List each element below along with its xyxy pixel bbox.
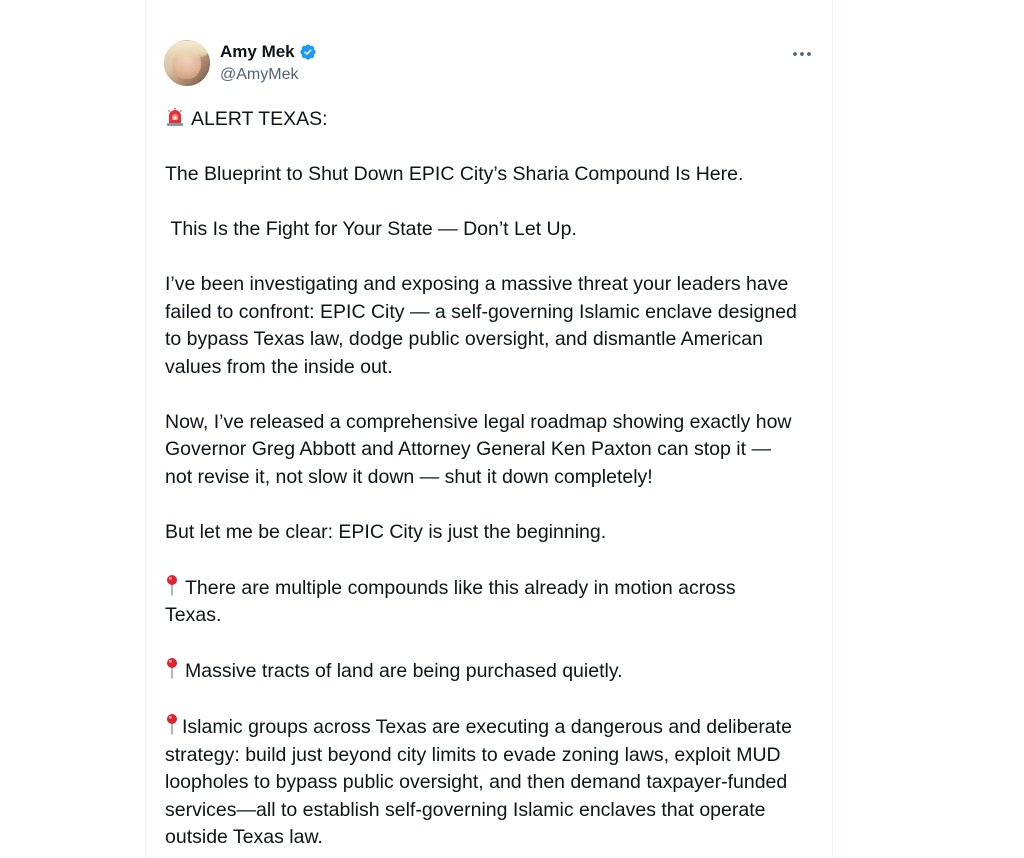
author-name-row: [220, 41, 317, 63]
paragraph-2-line-3: not revise it, not slow it down — shut it down completely!: [165, 465, 653, 488]
more-horizontal-icon: [792, 51, 812, 57]
round-pushpin-icon: [165, 713, 179, 735]
bullet-3-line-4: services—all to establish self-governing Islamic enclaves that operate: [165, 798, 766, 821]
bullet-3-line-1-text: Islamic groups across Texas are executing a dangerous and deliberate: [182, 716, 792, 738]
paragraph-1-line-2: failed to confront: EPIC City — a self-governing Islamic enclave designed: [165, 300, 797, 323]
tweet-header: [164, 40, 814, 90]
tweet-card: [145, 0, 833, 858]
alert-line-text: ALERT TEXAS:: [191, 108, 328, 130]
bullet-2-text: Massive tracts of land are being purchased quietly.: [185, 660, 623, 682]
bullet-3-line-2: strategy: build just beyond city limits to evade zoning laws, exploit MUD: [165, 743, 781, 766]
bullet-2: [165, 657, 815, 686]
author-block: [220, 41, 317, 86]
paragraph-1-line-1: I’ve been investigating and exposing a massive threat your leaders have: [165, 273, 789, 295]
paragraph-1-line-4: values from the inside out.: [165, 355, 393, 378]
paragraph-2-line-2: Governor Greg Abbott and Attorney General Ken Paxton can stop it —: [165, 438, 771, 460]
paragraph-1-line-3: to bypass Texas law, dodge public oversight, and dismantle American: [165, 328, 763, 350]
headline: The Blueprint to Shut Down EPIC City’s Sharia Compound Is Here.: [165, 163, 744, 185]
more-options-button[interactable]: [788, 44, 816, 64]
bullet-3-line-3: loopholes to bypass public oversight, and then demand taxpayer-funded: [165, 771, 788, 793]
bullet-1-line-2: Texas.: [165, 604, 222, 626]
avatar[interactable]: [164, 40, 210, 86]
author-display-name[interactable]: Amy Mek: [220, 42, 295, 61]
tweet-text: [165, 106, 815, 852]
verified-badge-icon: [299, 43, 317, 61]
paragraph-2-line-1: Now, I’ve released a comprehensive legal roadmap showing exactly how: [165, 410, 792, 433]
bullet-3-line-5: outside Texas law.: [165, 826, 323, 848]
bullet-1-line-1: [165, 574, 815, 603]
paragraph-3: But let me be clear: EPIC City is just the beginning.: [165, 520, 607, 543]
bullet-3-line-1: [165, 713, 815, 742]
round-pushpin-icon: [165, 574, 179, 596]
police-light-icon: [165, 107, 185, 127]
alert-line: [165, 106, 815, 134]
subhead: This Is the Fight for Your State — Don’t Let Up.: [165, 218, 577, 240]
round-pushpin-icon: [165, 657, 179, 679]
bullet-1-line-1-text: There are multiple compounds like this already in motion across: [185, 576, 736, 599]
author-handle[interactable]: @AmyMek: [220, 66, 299, 83]
